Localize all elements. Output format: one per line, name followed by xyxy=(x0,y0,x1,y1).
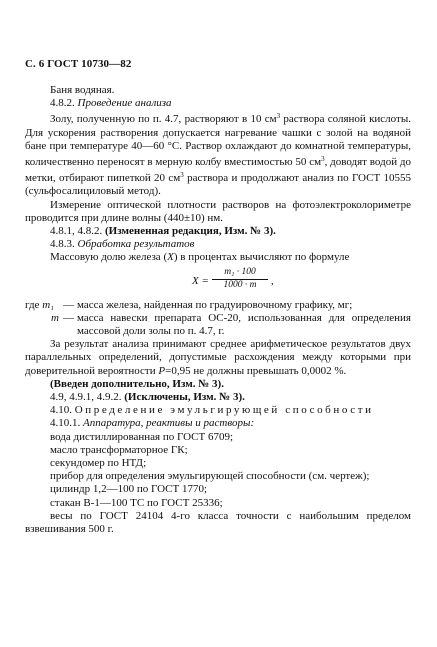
section-title: Проведение анализа xyxy=(77,97,172,110)
list-item: прибор для определения эмульгирующей способности (см. чертеж); xyxy=(50,470,370,483)
where-label xyxy=(25,299,63,312)
section-4-10-1 xyxy=(25,417,411,430)
amendment-note-1 xyxy=(25,225,411,238)
variable-x: X xyxy=(167,251,174,264)
paragraph-result xyxy=(25,338,411,378)
document-body xyxy=(25,84,411,536)
variable-symbol: m₁ xyxy=(42,298,54,311)
line-water-bath: Баня водяная. xyxy=(50,84,115,96)
list-item: цилиндр 1,2—100 по ГОСТ 1770; xyxy=(50,483,208,496)
excluded-note xyxy=(25,391,411,404)
text-run: раствора соляной кислоты. Для ускорения растворения допускается нагревание чашки с золой на водяной бане при температуре 40—60 °С. Раствор охлаждают до комнатной температуры, количественно переносят в мерную колбу вместимостью 50 см xyxy=(25,113,411,169)
paragraph-ash-dissolving xyxy=(25,110,411,198)
where-word: где xyxy=(25,298,40,311)
page-header: С. 6 ГОСТ 10730—82 xyxy=(25,58,132,70)
amendment-text: (Измененная редакция, Изм. № 3). xyxy=(105,225,276,238)
formula-fraction xyxy=(212,267,268,291)
section-title: Определение эмульгирующей способности xyxy=(74,404,374,417)
section-title: Обработка результатов xyxy=(77,238,195,251)
text-run: За результат анализа принимают среднее арифметическое результатов двух параллельных определений, допустимые расхождения между которыми при доверительной вероятности xyxy=(25,338,411,377)
section-4-8-2 xyxy=(25,97,411,110)
list-item: вода дистиллированная по ГОСТ 6709; xyxy=(50,430,234,443)
amendment-ref: 4.8.1, 4.8.2. xyxy=(50,225,103,238)
section-number: 4.10. xyxy=(50,404,72,417)
section-number: 4.8.2. xyxy=(50,97,75,110)
excluded-ref: 4.9, 4.9.1, 4.9.2. xyxy=(50,391,122,404)
formula-numerator: m₁ · 100 xyxy=(212,267,268,280)
text-run: Массовую долю железа ( xyxy=(50,251,168,264)
list-item: масло трансформаторное ГК; xyxy=(50,443,188,456)
formula-lhs: X = xyxy=(192,274,209,287)
definition-dash: — xyxy=(63,298,74,311)
section-title: Аппаратура, реактивы и растворы: xyxy=(83,417,255,430)
text-run: , доводят водой до метки, отбирают пипеткой 20 см xyxy=(25,156,411,185)
paragraph-formula-intro xyxy=(25,251,411,264)
formula-comma: , xyxy=(271,274,274,287)
text-run: =0,95 не должны превышать 0,0002 %. xyxy=(165,364,347,377)
excluded-text: (Исключены, Изм. № 3). xyxy=(124,391,245,404)
paragraph-optical-density: Измерение оптической плотности растворов на фотоэлектроколориметре проводится при длине волны (440±10) нм. xyxy=(25,198,411,224)
section-number: 4.10.1. xyxy=(50,417,81,430)
superscript: 3 xyxy=(276,112,281,121)
superscript: 3 xyxy=(180,171,184,180)
text-run: Золу, полученную по п. 4.7, растворяют в 10 см xyxy=(50,113,277,126)
text-run: ) в процентах вычисляют по формуле xyxy=(173,251,350,264)
variable-definitions xyxy=(25,299,411,339)
definition-text: масса навески препарата ОС-20, использованная для определения массовой доли золы по п. 4.7, г. xyxy=(77,311,411,338)
definition-dash: — xyxy=(63,311,74,324)
list-item: весы по ГОСТ 24104 4-го класса точности с наибольшим пределом взвешивания 500 г. xyxy=(25,509,411,536)
list-item: стакан В-1—100 ТС по ГОСТ 25336; xyxy=(50,496,223,509)
section-number: 4.8.3. xyxy=(50,238,75,251)
variable-p: Р xyxy=(158,364,166,377)
definition-text: масса железа, найденная по градуировочному графику, мг; xyxy=(77,298,353,311)
section-4-8-3 xyxy=(25,238,411,251)
formula-denominator: 1000 · m xyxy=(223,279,257,290)
added-note: (Введен дополнительно, Изм. № 3). xyxy=(50,377,224,390)
text-run: раствора и продолжают анализ по ГОСТ 10555 (сульфосалициловый метод). xyxy=(25,172,411,198)
section-4-10 xyxy=(25,404,411,417)
superscript: 3 xyxy=(321,155,325,164)
formula xyxy=(25,265,411,299)
variable-symbol: m xyxy=(51,311,59,324)
list-item: секундомер по НТД; xyxy=(50,457,147,470)
